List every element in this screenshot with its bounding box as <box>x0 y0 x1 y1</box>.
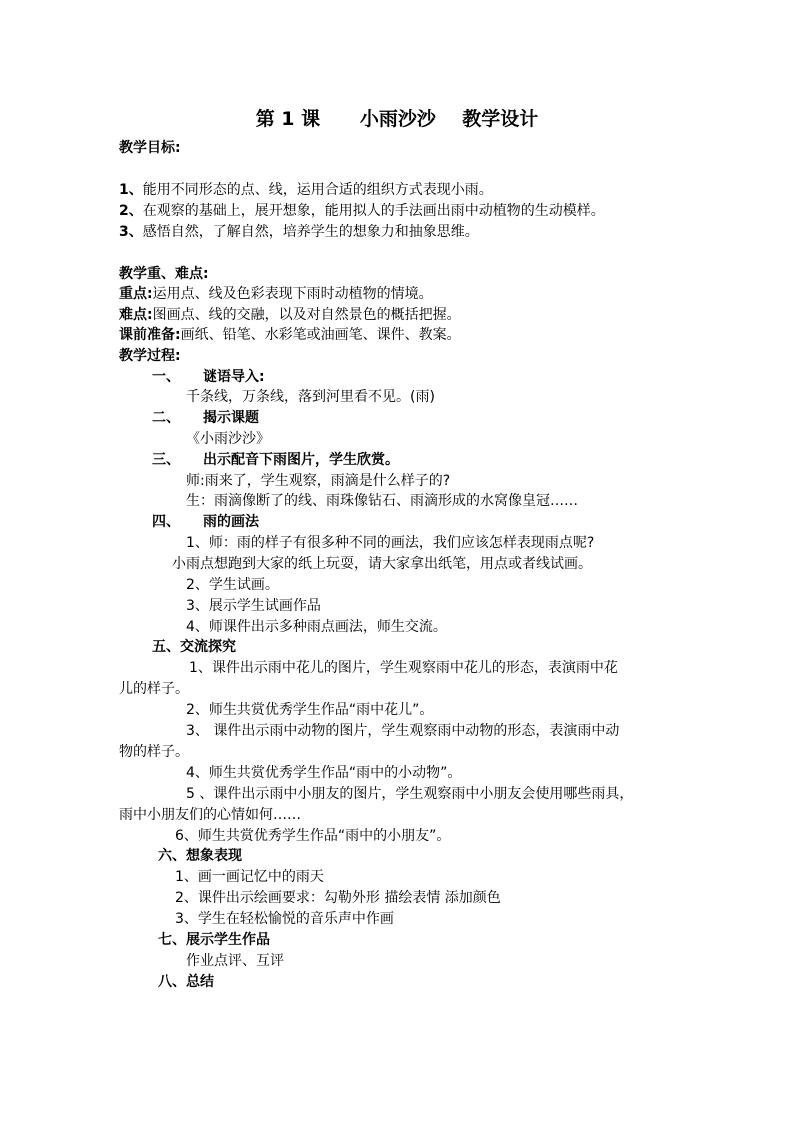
section-5-line: 2、师生共赏优秀学生作品“雨中花儿”。 <box>186 702 434 718</box>
key-point <box>119 284 433 304</box>
difficulty-text: 图画点、线的交融，以及对自然景色的概括把握。 <box>152 307 461 323</box>
prep-label: 课前准备: <box>119 327 181 343</box>
goal-text: 能用不同形态的点、线，运用合适的组织方式表现小雨。 <box>142 182 493 198</box>
section-3-number: 三、 <box>152 452 180 468</box>
section-1-number: 一、 <box>152 369 180 385</box>
section-6-title: 六、想象表现 <box>158 848 242 864</box>
section-3-line: 生：雨滴像断了的线、雨珠像钻石、雨滴形成的水窝像皇冠…… <box>186 493 578 509</box>
section-3-title: 出示配音下雨图片，学生欣赏。 <box>203 452 399 468</box>
section-5-line: 雨中小朋友们的心情如何…… <box>119 807 301 823</box>
section-4-line: 3、展示学生试画作品 <box>186 598 321 614</box>
goal-item-2 <box>119 201 605 221</box>
process-heading: 教学过程: <box>119 348 181 364</box>
section-5-title: 五、交流探究 <box>152 639 236 655</box>
section-1-title: 谜语导入: <box>203 369 265 385</box>
section-2-number: 二、 <box>152 410 180 426</box>
section-5-line: 儿的样子。 <box>119 681 189 697</box>
key-text: 运用点、线及色彩表现下雨时动植物的情境。 <box>152 286 433 302</box>
section-5-line: 3、 课件出示雨中动物的图片，学生观察雨中动物的形态，表演雨中动 <box>186 723 620 739</box>
section-4-line: 小雨点想跑到大家的纸上玩耍，请大家拿出纸笔，用点或者线试画。 <box>172 556 592 572</box>
section-7-line: 作业点评、互评 <box>186 953 284 969</box>
goal-item-1 <box>119 180 493 200</box>
section-6-line: 3、学生在轻松愉悦的音乐声中作画 <box>175 911 394 927</box>
section-5-line: 5 、课件出示雨中小朋友的图片，学生观察雨中小朋友会使用哪些雨具， <box>186 786 634 802</box>
goal-number: 2、 <box>119 203 143 219</box>
section-1-line: 千条线，万条线，落到河里看不见。(雨) <box>186 389 435 405</box>
section-5-line: 6、师生共赏优秀学生作品“雨中的小朋友”。 <box>175 828 451 844</box>
section-7-title: 七、展示学生作品 <box>158 932 270 948</box>
section-4-number: 四、 <box>152 514 180 530</box>
keypoints-heading: 教学重、难点: <box>119 266 209 282</box>
section-4-line: 2、学生试画。 <box>186 577 279 593</box>
difficulty-point <box>119 305 461 325</box>
prep-text: 画纸、铅笔、水彩笔或油画笔、课件、教案。 <box>180 327 461 343</box>
section-6-line: 2、课件出示绘画要求：勾勒外形 描绘表情 添加颜色 <box>175 890 501 906</box>
section-4-line: 1、师：雨的样子有很多种不同的画法，我们应该怎样表现雨点呢? <box>186 535 595 551</box>
section-3-line: 师:雨来了，学生观察，雨滴是什么样子的? <box>186 473 451 489</box>
section-5-line: 1、课件出示雨中花儿的图片，学生观察雨中花儿的形态，表演雨中花 <box>189 660 618 676</box>
section-4-line: 4、师课件出示多种雨点画法，师生交流。 <box>186 619 447 635</box>
section-4-title: 雨的画法 <box>203 514 259 530</box>
goal-number: 1、 <box>119 182 143 198</box>
section-5-line: 物的样子。 <box>119 744 189 760</box>
preparation <box>119 325 461 345</box>
goals-heading: 教学目标: <box>119 140 181 156</box>
goal-text: 感悟自然，了解自然，培养学生的想象力和抽象思维。 <box>142 224 479 240</box>
goal-text: 在观察的基础上，展开想象，能用拟人的手法画出雨中动植物的生动模样。 <box>142 203 605 219</box>
section-5-line: 4、师生共赏优秀学生作品“雨中的小动物”。 <box>186 765 462 781</box>
section-8-title: 八、总结 <box>158 974 214 990</box>
goal-item-3 <box>119 222 479 242</box>
goal-number: 3、 <box>119 224 143 240</box>
section-2-title: 揭示课题 <box>203 410 259 426</box>
section-2-line: 《小雨沙沙》 <box>186 431 270 447</box>
section-6-line: 1、画一画记忆中的雨天 <box>175 869 324 885</box>
key-label: 重点: <box>119 286 153 302</box>
difficulty-label: 难点: <box>119 307 153 323</box>
page-title: 第 1 课 小雨沙沙 教学设计 <box>255 108 539 130</box>
